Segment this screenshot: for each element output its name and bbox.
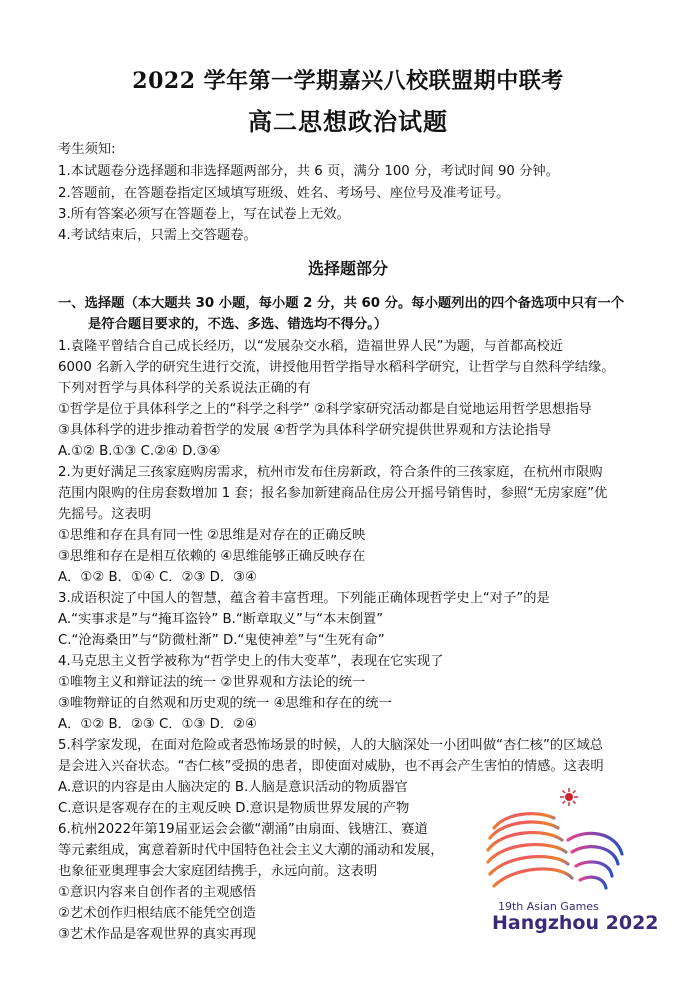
notice-item: 3.所有答案必须写在答题卷上，写在试卷上无效。	[58, 207, 350, 222]
notice-item: 2.答题前，在答题卷指定区域填写班级、姓名、考场号、座位号及准考证号。	[58, 186, 510, 201]
question-line: 先摇号。这表明	[58, 507, 152, 522]
notice-item: 4.考试结束后，只需上交答题卷。	[58, 228, 257, 243]
question-line: 4.马克思主义哲学被称为“哲学史上的伟大变革”，表现在它实现了	[58, 654, 444, 669]
answer-choices: A．①② B．②③ C．①③ D．②④	[58, 717, 257, 732]
exam-title: 2022 学年第一学期嘉兴八校联盟期中联考	[132, 68, 564, 94]
option-line: ②艺术创作归根结底不能凭空创造	[58, 906, 257, 921]
option-line: A.意识的内容是由人脑决定的 B.人脑是意识活动的物质器官	[58, 780, 408, 795]
notice-heading: 考生须知:	[58, 142, 116, 157]
option-line: ③思维和存在是相互依赖的 ④思维能够正确反映存在	[58, 549, 366, 564]
instruction-line-1: 一、选择题（本大题共 30 小题，每小题 2 分，共 60 分。每小题列出的四个备选项中只有一个	[58, 296, 625, 311]
option-line: A.“实事求是”与“掩耳盗铃” B.“断章取义”与“本末倒置”	[58, 612, 384, 627]
question-line: 3.成语积淀了中国人的智慧，蕴含着丰富哲理。下列能正确体现哲学史上“对子”的是	[58, 591, 550, 606]
question-line: 1.袁隆平曾结合自己成长经历，以“发展杂交水稻，造福世界人民”为题，与首都高校近	[58, 339, 564, 354]
question-line: 是会进入兴奋状态。“杏仁核”受损的患者，即使面对威胁，也不再会产生害怕的情感。这表明	[58, 759, 604, 774]
section-title: 选择题部分	[307, 259, 388, 278]
question-line: 6.杭州2022年第19届亚运会会徽“潮涌”由扇面、钱塘江、赛道	[58, 822, 428, 837]
option-line: ③唯物辩证的自然观和历史观的统一 ④思维和存在的统一	[58, 696, 392, 711]
option-line: C.“沧海桑田”与“防微杜渐” D.“鬼使神差”与“生死有命”	[58, 633, 385, 648]
logo-wordmark: Hangzhou 2022	[492, 912, 659, 934]
exam-subtitle: 高二思想政治试题	[248, 108, 448, 136]
question-line: 2.为更好满足三孩家庭购房需求，杭州市发布住房新政，符合条件的三孩家庭，在杭州市限购	[58, 465, 603, 480]
question-line: 等元素组成，寓意着新时代中国特色社会主义大潮的涌动和发展，	[58, 843, 444, 858]
notice-item: 1.本试题卷分选择题和非选择题两部分，共 6 页，满分 100 分，考试时间 90 分钟。	[58, 164, 560, 179]
question-line: 也象征亚奥理事会大家庭团结携手，永远向前。这表明	[58, 864, 378, 879]
question-line: 5.科学家发现，在面对危险或者恐怖场景的时候，人的大脑深处一小团叫做“杏仁核”的区域总	[58, 738, 604, 753]
question-line: 范围内限购的住房套数增加 1 套；报名参加新建商品住房公开摇号销售时，参照“无房家庭”优	[58, 486, 608, 501]
logo-caption: 19th Asian Games	[498, 900, 599, 913]
option-line: ③艺术作品是客观世界的真实再现	[58, 927, 257, 942]
option-line: ①哲学是位于具体科学之上的“科学之科学” ②科学家研究活动都是自觉地运用哲学思想指导	[58, 402, 592, 417]
question-line: 6000 名新入学的研究生进行交流，讲授他用哲学指导水稻科学研究，让哲学与自然科学结缘。	[58, 360, 615, 375]
answer-choices: A.①② B.①③ C.②④ D.③④	[58, 444, 221, 459]
option-line: ③具体科学的进步推动着哲学的发展 ④哲学为具体科学研究提供世界观和方法论指导	[58, 423, 552, 438]
option-line: C.意识是客观存在的主观反映 D.意识是物质世界发展的产物	[58, 801, 410, 816]
answer-choices: A．①② B．①④ C．②③ D．③④	[58, 570, 257, 585]
option-line: ①意识内容来自创作者的主观感悟	[58, 885, 257, 900]
option-line: ①思维和存在具有同一性 ②思维是对存在的正确反映	[58, 528, 366, 543]
instruction-line-2: 是符合题目要求的，不选、多选、错选均不得分。）	[88, 317, 388, 332]
option-line: ①唯物主义和辩证法的统一 ②世界观和方法论的统一	[58, 675, 366, 690]
question-line: 下列对哲学与具体科学的关系说法正确的有	[58, 381, 311, 396]
